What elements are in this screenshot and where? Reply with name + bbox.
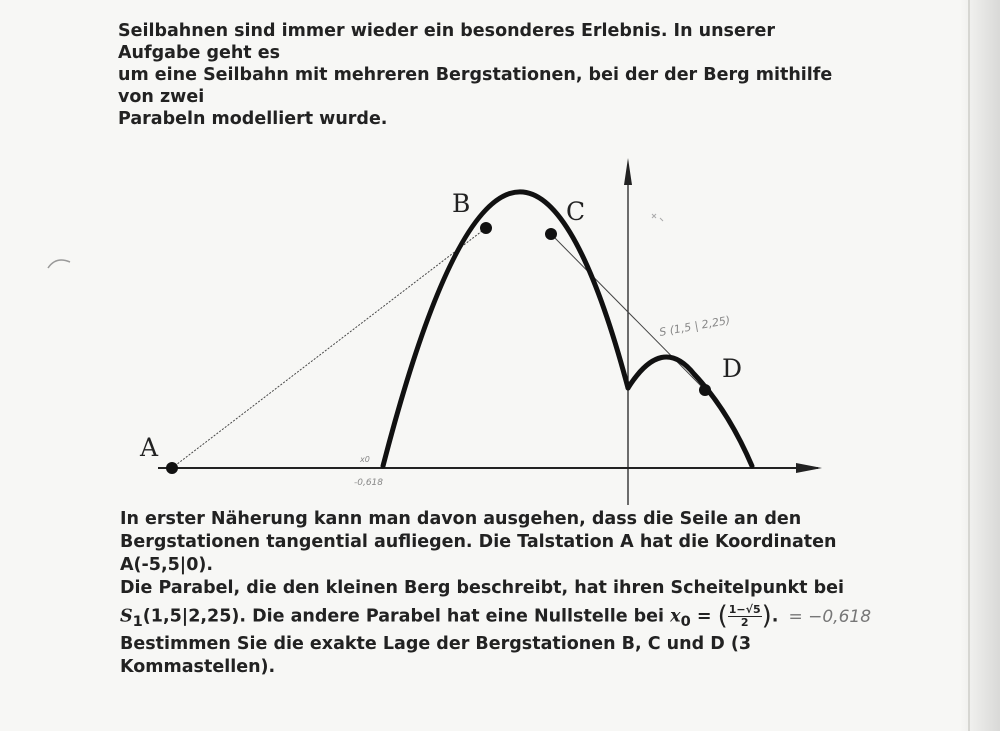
label-a: A: [140, 433, 159, 462]
vertex-subscript: 1: [132, 613, 143, 630]
cable-a-to-b: [172, 228, 486, 468]
vertex-symbol: S: [120, 606, 133, 627]
task-line-1: In erster Näherung kann man davon ausgehen, dass die Seile an den: [120, 509, 802, 529]
sentence-end: .: [771, 606, 779, 627]
root-subscript: 0: [680, 613, 691, 630]
x-axis-arrow: [796, 463, 822, 473]
station-d-point: [699, 384, 711, 396]
fraction-numerator: 1−√5: [728, 603, 761, 616]
station-b-point: [480, 222, 492, 234]
pencil-smudge: [652, 214, 663, 221]
intro-line-1: Seilbahnen sind immer wieder ein besonderes Erlebnis. In unserer Aufgabe geht es: [118, 21, 775, 63]
vertex-coordinates-text: (1,5|2,25). Die andere Parabel hat eine Nullstelle bei: [142, 606, 671, 627]
paren-close: ): [761, 601, 772, 631]
station-c-point: [545, 228, 557, 240]
hand-decimal-note: = −0,618: [788, 606, 872, 627]
intro-line-3: Parabeln modelliert wurde.: [118, 109, 388, 129]
intro-line-2: um eine Seilbahn mit mehreren Bergstationen, bei der der Berg mithilfe von zwei: [118, 65, 833, 107]
root-fraction: [728, 604, 762, 629]
task-line-3: Die Parabel, die den kleinen Berg beschreibt, hat ihren Scheitelpunkt bei: [120, 578, 844, 598]
page-curl-mark: [48, 260, 70, 268]
label-b: B: [452, 189, 471, 218]
task-line-4: [120, 601, 880, 633]
big-mountain-parabola: [383, 192, 628, 466]
station-a-point: [166, 462, 178, 474]
task-line-5: Bestimmen Sie die exakte Lage der Bergstationen B, C und D (3 Kommastellen).: [120, 634, 751, 677]
task-line-2: Bergstationen tangential aufliegen. Die Talstation A hat die Koordinaten A(-5,5|0).: [120, 532, 837, 575]
y-axis-arrow: [624, 158, 632, 185]
root-symbol: x: [670, 606, 681, 627]
hand-root-value: -0,618: [354, 478, 384, 488]
equals-sign: =: [690, 606, 718, 627]
hand-vertex-note: S (1,5 | 2,25): [658, 313, 732, 339]
hand-x0: x0: [360, 455, 370, 464]
task-paragraph: [120, 508, 880, 679]
label-d: D: [722, 354, 743, 383]
paren-open: (: [717, 601, 728, 631]
label-c: C: [566, 197, 586, 226]
fraction-denominator: 2: [740, 616, 749, 629]
